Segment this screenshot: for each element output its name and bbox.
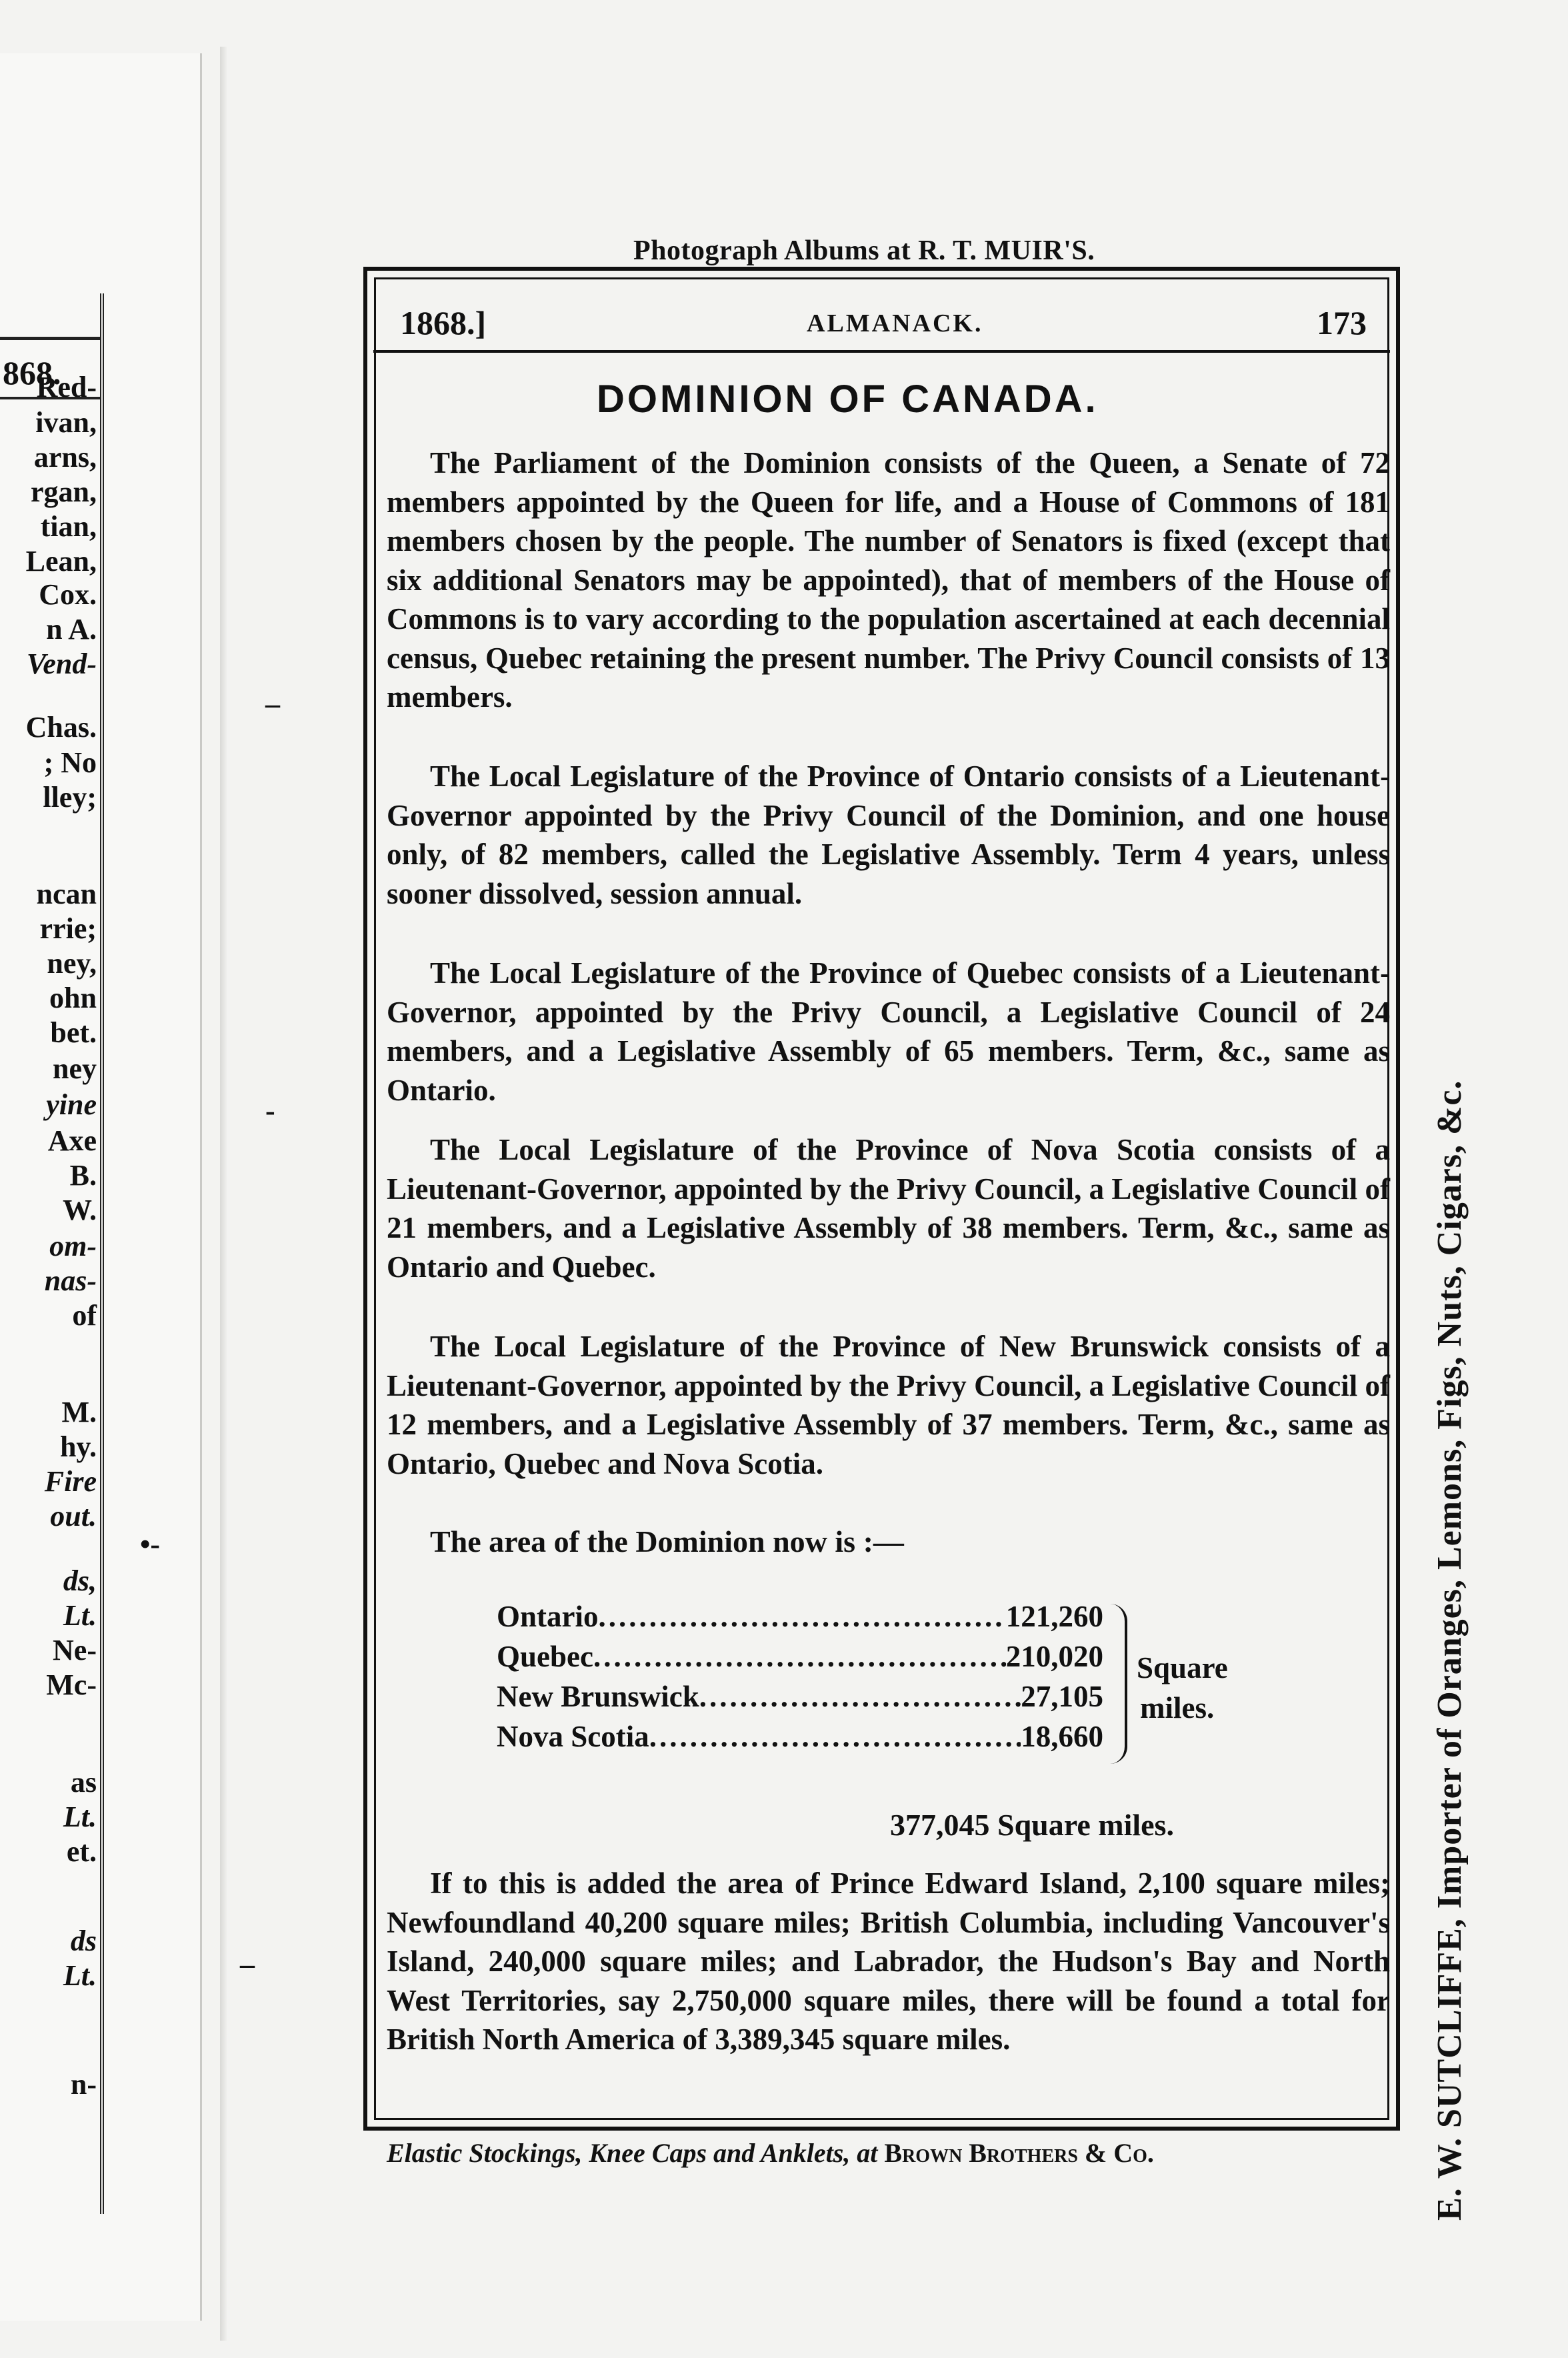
left-page-line: n A.: [46, 613, 97, 646]
left-page-line: out.: [50, 1500, 97, 1532]
paragraph-new-brunswick: The Local Legislature of the Province of New Brunswick consists of a Lieutenant-Governor, appointed by the Privy Council, a Legislative Council of 12 members, and a Legislative Assembly of 37 members. Term, &c., same as Ontario, Quebec and Nova Scotia.: [387, 1330, 1390, 1480]
left-page-line: ney: [53, 1052, 97, 1085]
left-page-line: nas-: [44, 1264, 97, 1297]
margin-mark: •-: [140, 1528, 161, 1560]
province-area: 27,105: [1021, 1680, 1103, 1713]
left-page-line: Ne-: [53, 1634, 97, 1666]
left-page-line: of: [72, 1299, 97, 1332]
left-page-line: ; No: [43, 746, 97, 779]
paragraph-nova-scotia: The Local Legislature of the Province of Nova Scotia consists of a Lieutenant-Governor, appointed by the Privy Council, a Legislative Council of 21 members, and a Legislative Assembly of 38 members. Term, &c., same as Ontario and Quebec.: [387, 1133, 1390, 1284]
unit-label: Square: [1137, 1651, 1228, 1684]
province-name: Nova Scotia: [497, 1720, 649, 1753]
margin-mark: ‑: [265, 1094, 275, 1127]
left-page-line: B.: [69, 1159, 97, 1192]
left-page-line: yine: [46, 1088, 97, 1121]
page-number: 173: [1317, 304, 1367, 341]
header-rule: [373, 350, 1390, 353]
province-area: 121,260: [1005, 1600, 1103, 1633]
left-page-line: om-: [49, 1230, 97, 1262]
unit-label: miles.: [1140, 1691, 1215, 1724]
province-name: Quebec: [497, 1640, 593, 1673]
side-advert: E. W. SUTCLIFFE, Importer of Oranges, Lemons, Figs, Nuts, Cigars, &c.: [1431, 1080, 1469, 2221]
left-page-line: n-: [70, 2068, 97, 2101]
leader-dots: [599, 1599, 1006, 1638]
brace-bracket: [1110, 1604, 1127, 1764]
left-page-line: M.: [61, 1396, 97, 1428]
paragraph-parliament: The Parliament of the Dominion consists of the Queen, a Senate of 72 members appointed by the Queen for life, and a House of Commons of 181 members chosen by the people. The number of Senators is fixed (except that six additional Senators may be appointed), that of members of the House of Commons is to vary according to the population ascertained at each decennial census, Quebec retaining the present number. The Privy Council consists of 13 members.: [387, 446, 1390, 714]
left-page-line: arns,: [33, 441, 97, 473]
left-page-line: rgan,: [31, 475, 97, 508]
left-page-line: rrie;: [39, 912, 97, 945]
margin-mark: –: [240, 1948, 255, 1981]
header-year: 1868.]: [400, 304, 487, 341]
leader-dots: [649, 1719, 1021, 1758]
left-page-line: hy.: [59, 1430, 97, 1463]
left-page-line: Chas.: [25, 711, 97, 744]
left-page-line: Lt.: [63, 1959, 97, 1992]
bottom-advert-firm: Brown Brothers & Co.: [884, 2138, 1154, 2168]
left-header-rule: [0, 337, 100, 340]
left-page-line: et.: [66, 1835, 97, 1868]
left-page-line: W.: [63, 1194, 97, 1226]
paragraph-quebec: The Local Legislature of the Province of Quebec consists of a Lieutenant-Governor, appointed by the Privy Council, a Legislative Council of 24 members, and a Legislative Assembly of 65 members. Term, &c., same as Ontario.: [387, 956, 1390, 1107]
left-page-line: Red-: [36, 371, 97, 403]
left-page-fragment: [0, 53, 202, 2321]
area-row: [497, 1599, 1103, 1638]
left-page-line: Fire: [44, 1465, 97, 1498]
left-page-line: tian,: [40, 510, 97, 543]
leader-dots: [593, 1639, 1006, 1678]
area-intro: The area of the Dominion now is :—: [430, 1524, 904, 1558]
bottom-advert-text: Elastic Stockings, Knee Caps and Anklets, at: [387, 2138, 885, 2168]
left-page-line: ney,: [47, 947, 97, 980]
page-title: DOMINION OF CANADA.: [597, 377, 1099, 421]
left-page-line: ncan: [36, 878, 97, 910]
paragraph-ontario: The Local Legislature of the Province of Ontario consists of a Lieutenant-Governor appointed by the Privy Council of the Dominion, and one house only, of 82 members, called the Legislative Assembly. Term 4 years, unless sooner dissolved, session annual.: [387, 760, 1390, 910]
area-row: [497, 1639, 1103, 1678]
area-row: [497, 1719, 1103, 1758]
left-page-line: Vend-: [26, 648, 97, 680]
left-page-line: ohn: [49, 982, 97, 1014]
leader-dots: [699, 1679, 1021, 1718]
book-spine: [220, 47, 227, 2341]
left-page-line: Mc-: [46, 1668, 97, 1701]
area-total: 377,045 Square miles.: [890, 1808, 1174, 1842]
area-row: [497, 1679, 1103, 1718]
province-area: 18,660: [1021, 1720, 1103, 1753]
left-page-line: Lt.: [63, 1599, 97, 1632]
left-page-line: Axe: [47, 1124, 97, 1157]
left-page-line: bet.: [50, 1016, 97, 1049]
left-page-line: as: [70, 1766, 97, 1799]
header-title: ALMANACK.: [807, 309, 983, 337]
left-page-line: lley;: [43, 781, 97, 814]
province-name: New Brunswick: [497, 1680, 699, 1713]
left-page-line: ds: [70, 1925, 97, 1957]
top-advert-banner: Photograph Albums at R. T. MUIR'S.: [633, 235, 1095, 266]
left-page-line: ds,: [63, 1564, 97, 1597]
bottom-advert-banner: [387, 2137, 1154, 2169]
left-page-year: 868.: [3, 354, 61, 391]
province-area: 210,020: [1005, 1640, 1103, 1673]
left-page-line: Lean,: [25, 545, 97, 577]
paragraph-british-north-america: If to this is added the area of Prince Edward Island, 2,100 square miles; Newfoundland 40,200 square miles; British Columbia, including Vancouver's Island, 240,000 square miles; and Labrador, the Hudson's Bay and North West Territories, say 2,750,000 square miles, there will be found a total for British North America of 3,389,345 square miles.: [387, 1867, 1390, 2056]
province-name: Ontario: [497, 1600, 599, 1633]
left-page-line: Lt.: [63, 1801, 97, 1833]
left-page-line: Cox.: [39, 578, 97, 611]
left-page-line: ivan,: [35, 406, 97, 439]
margin-mark: –: [265, 688, 280, 720]
